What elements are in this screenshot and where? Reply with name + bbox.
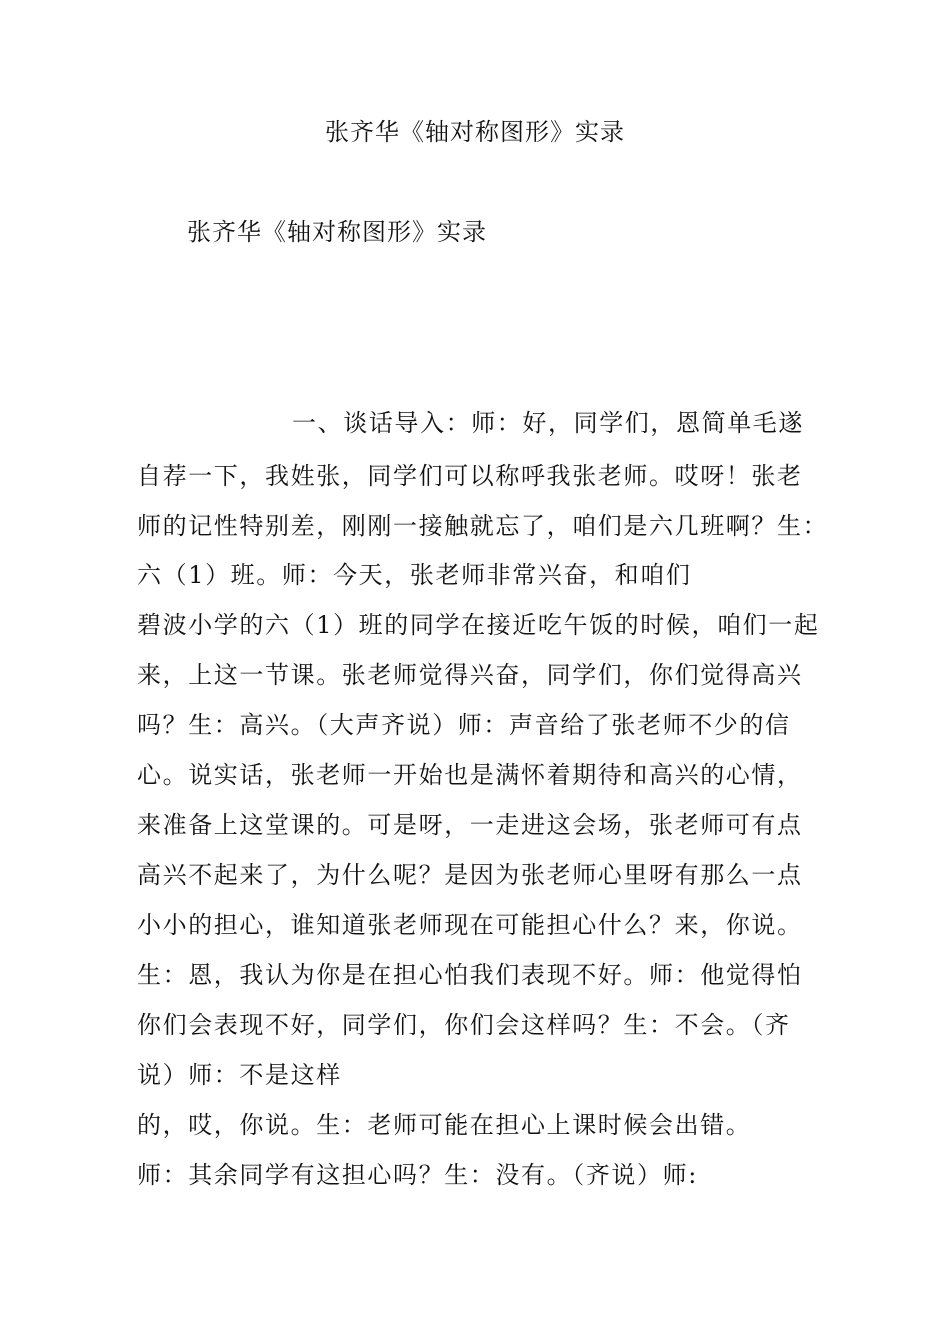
body-line: 吗？生：高兴。（大声齐说）师：声音给了张老师不少的信 xyxy=(137,711,791,739)
body-line: 小小的担心，谁知道张老师现在可能担心什么？来，你说。 xyxy=(137,911,803,939)
body-line: 来准备上这堂课的。可是呀，一走进这会场，张老师可有点 xyxy=(137,811,803,839)
body-line: 六（1）班。师：今天，张老师非常兴奋，和咱们 xyxy=(137,561,692,589)
body-line: 碧波小学的六（1）班的同学在接近吃午饭的时候，咱们一起 xyxy=(137,611,820,639)
body-line: 高兴不起来了，为什么呢？是因为张老师心里呀有那么一点 xyxy=(137,861,803,889)
body-line: 说）师：不是这样 xyxy=(137,1061,342,1089)
body-line: 一、谈话导入：师：好，同学们，恩简单毛遂 xyxy=(292,409,804,437)
body-line: 师：其余同学有这担心吗？生：没有。（齐说）师: xyxy=(137,1161,698,1189)
page-title: 张齐华《轴对称图形》实录 xyxy=(325,118,625,146)
body-line: 你们会表现不好，同学们，你们会这样吗？生：不会。（齐 xyxy=(137,1011,791,1039)
body-line: 自荐一下，我姓张，同学们可以称呼我张老师。哎呀！张老 xyxy=(137,462,803,490)
body-line: 心。说实话，张老师一开始也是满怀着期待和高兴的心情， xyxy=(137,761,803,789)
body-line: 师的记性特别差，刚刚一接触就忘了，咱们是六几班啊？生： xyxy=(137,512,829,540)
document-subtitle: 张齐华《轴对称图形》实录 xyxy=(187,218,487,246)
body-line: 生：恩，我认为你是在担心怕我们表现不好。师：他觉得怕 xyxy=(137,961,803,989)
body-line: 的，哎，你说。生：老师可能在担心上课时候会出错。 xyxy=(137,1111,752,1139)
body-line: 来，上这一节课。张老师觉得兴奋，同学们，你们觉得高兴 xyxy=(137,661,803,689)
